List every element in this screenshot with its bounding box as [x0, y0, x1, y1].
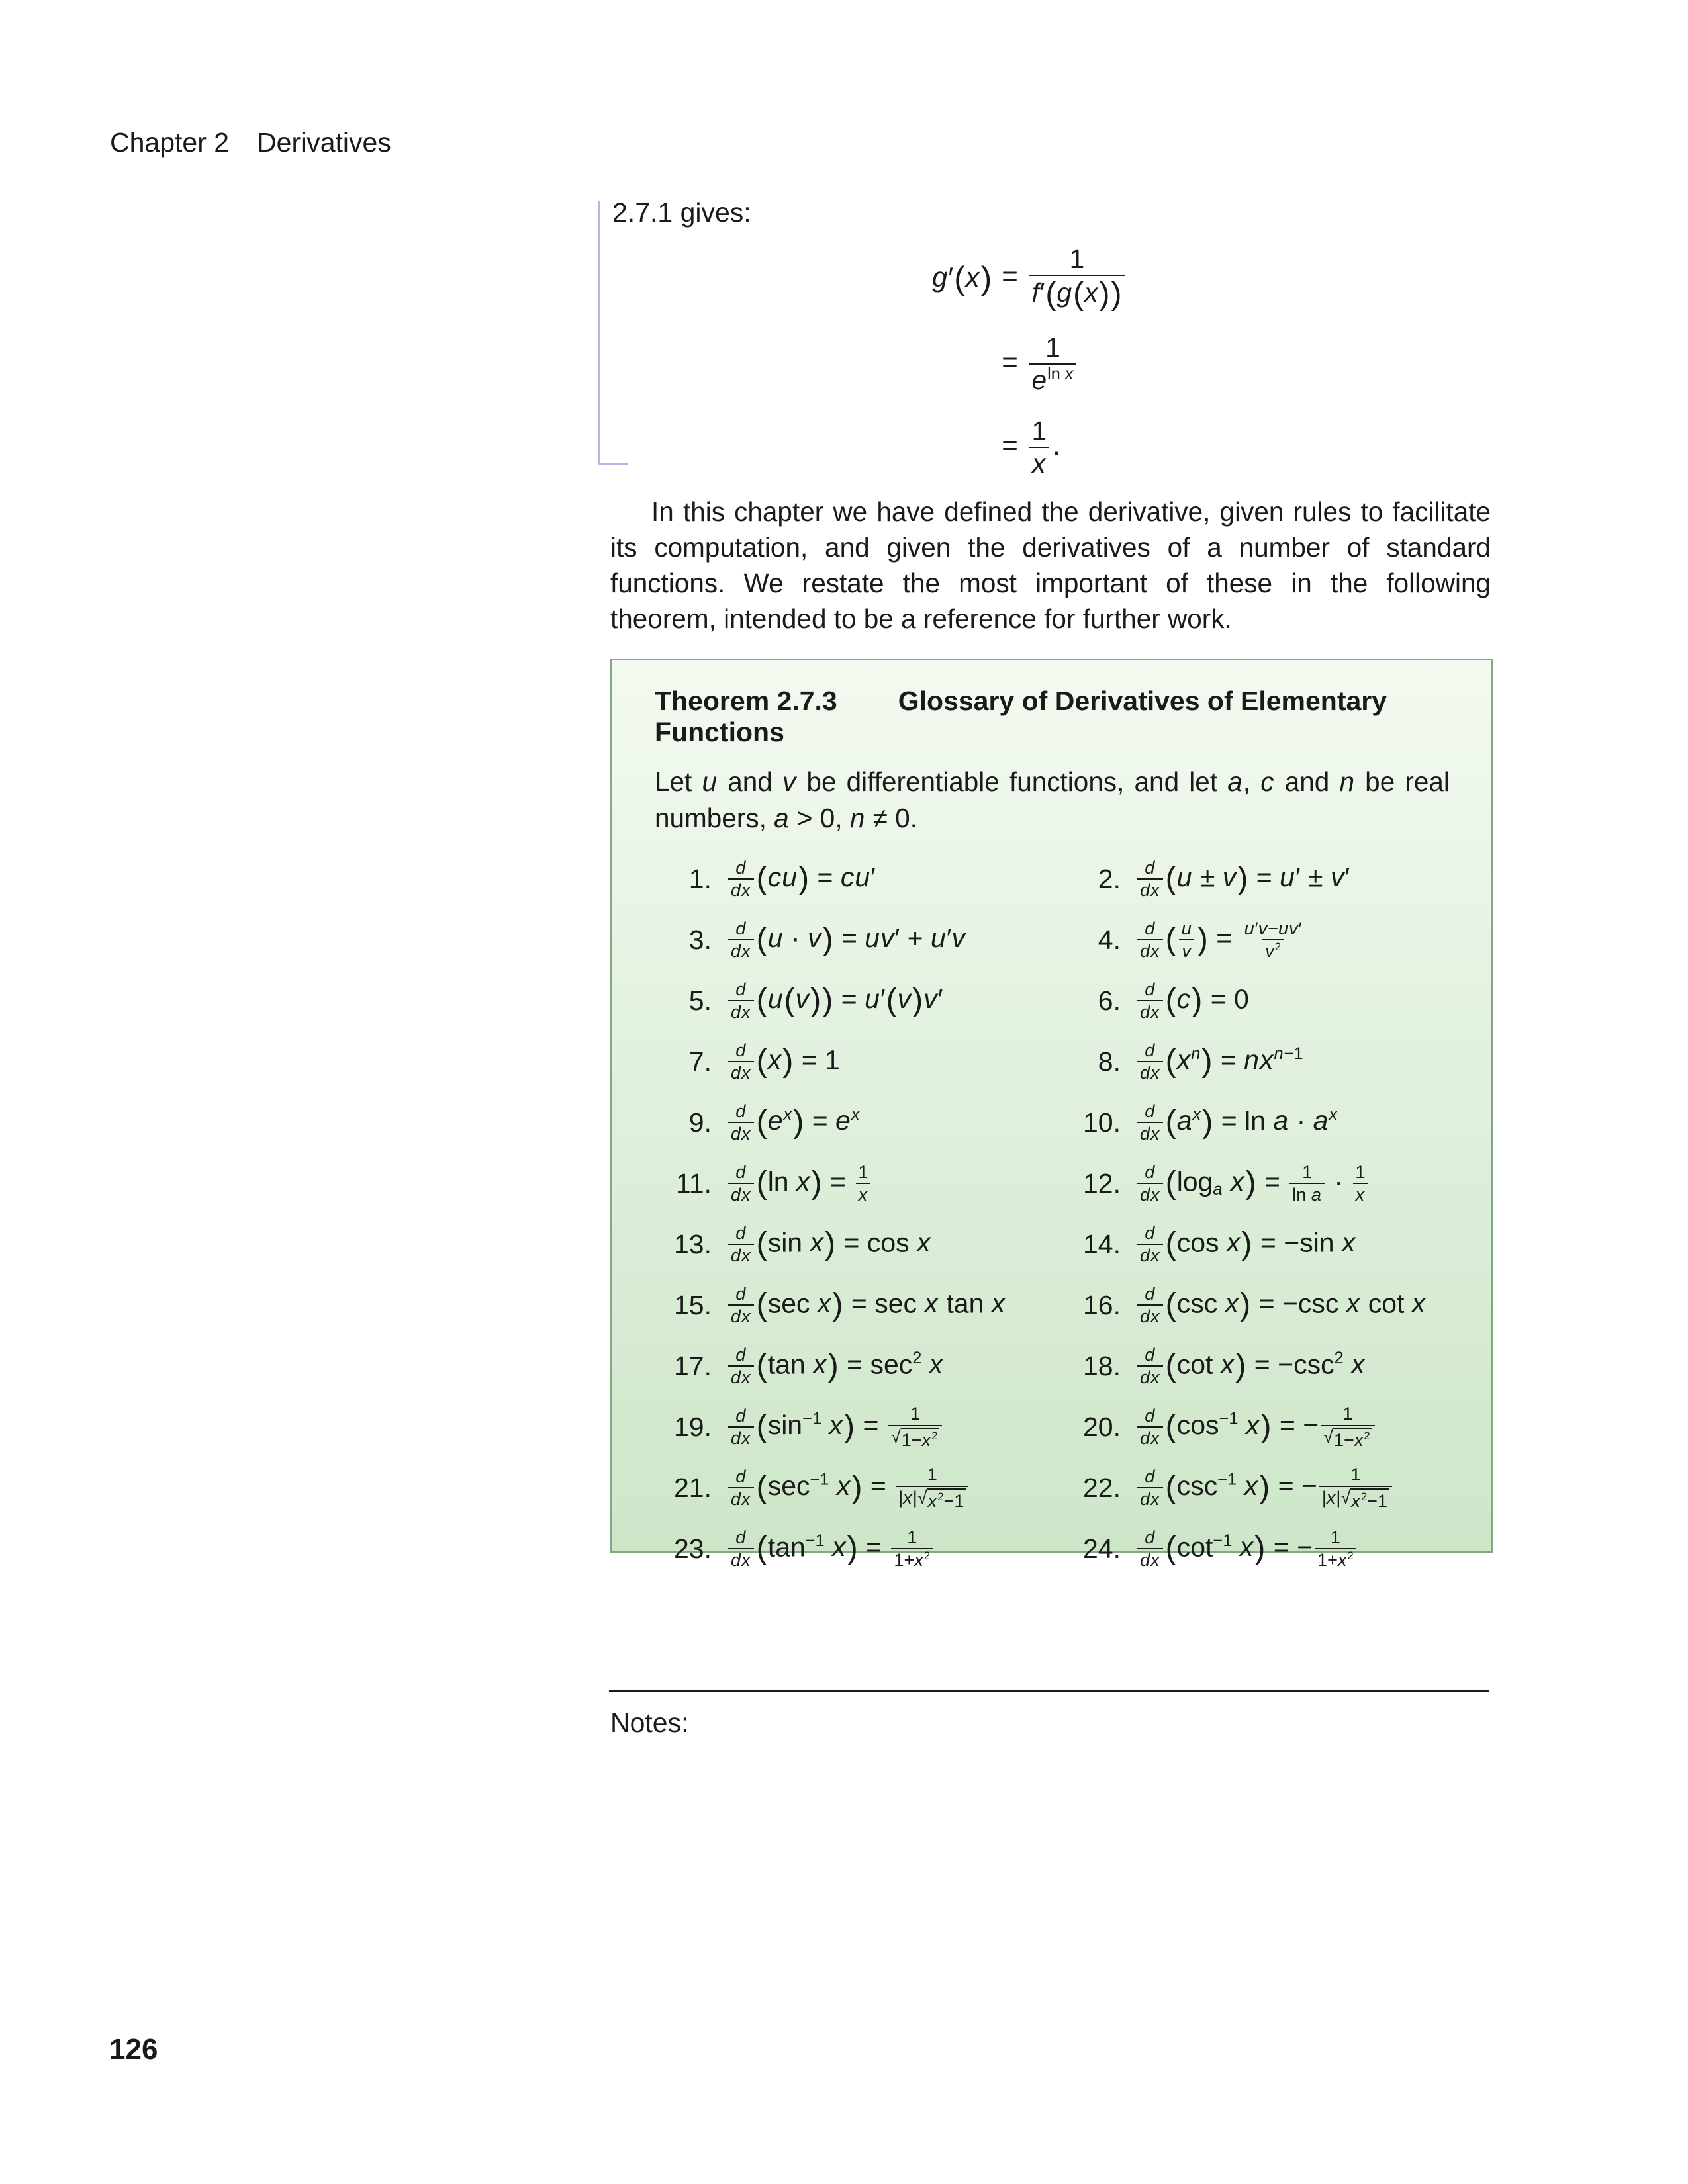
equation-rhs: = $\frac{1}{e^{ln x}}$	[1002, 332, 1128, 396]
formula-math: $\frac{d}{dx}$ $(a^x) = \ln a \cdot a^x$	[1135, 1101, 1338, 1145]
formula-item-9	[655, 1101, 1064, 1145]
formula-number: 9.	[688, 1107, 712, 1138]
formula-item-7	[655, 1040, 1064, 1084]
derivation-equations	[932, 244, 1129, 479]
notes-divider-rule	[609, 1690, 1489, 1692]
formula-math: $\frac{d}{dx}$ (sec x) = sec x tan x	[726, 1283, 1006, 1328]
formula-item-15	[655, 1283, 1064, 1328]
body-paragraph: In this chapter we have defined the derivative, given rules to facilitate its computation, and given the derivatives of a number of standard functions. We restate the most important of these in the following theorem, intended to be a reference for further work.	[610, 496, 1491, 634]
equation-rhs: = $\frac{1}{f'(g(x))}$	[1002, 244, 1128, 312]
formula-number: 24.	[1083, 1533, 1121, 1564]
notes-label: Notes:	[610, 1707, 689, 1738]
formula-math: $\frac{d}{dx}$ (c) = 0	[1135, 979, 1249, 1023]
formula-item-19	[655, 1403, 1064, 1451]
example-margin-rule-foot	[598, 463, 628, 465]
formula-number: 14.	[1083, 1228, 1121, 1259]
formula-item-2	[1064, 857, 1450, 901]
formula-math: $\frac{d}{dx}$ ( $\frac{u}{v}$ ) = $\frac{u'v-uv'}{v^2}$	[1135, 918, 1307, 962]
formula-number: 2.	[1098, 863, 1121, 894]
page-number: 126	[109, 2033, 158, 2066]
formula-math: $\frac{d}{dx}$ (csc x) = −csc x cot x	[1135, 1283, 1426, 1328]
formula-number: 7.	[688, 1046, 712, 1077]
formula-item-6	[1064, 979, 1450, 1023]
formula-math: $\frac{d}{dx}$ ($\tan^{-1}$ x) = $\frac{1}{1+x^2}$	[726, 1527, 935, 1571]
formula-item-22	[1064, 1464, 1450, 1512]
formula-item-24	[1064, 1527, 1450, 1571]
formula-item-17	[655, 1344, 1064, 1388]
formula-number: 15.	[674, 1289, 712, 1320]
formula-math: $\frac{d}{dx}$ (x) = 1	[726, 1040, 840, 1084]
formula-number: 23.	[674, 1533, 712, 1564]
formula-number: 17.	[674, 1350, 712, 1381]
formula-number: 3.	[688, 924, 712, 955]
formula-math: $\frac{d}{dx}$ ($\cos^{-1}$ x) = − 1 √ $1-x^2$	[1135, 1403, 1377, 1451]
chapter-title-label: Derivatives	[257, 127, 391, 158]
theorem-heading	[655, 686, 1450, 748]
theorem-title: Glossary of Derivatives of Elementary Functions	[655, 686, 1387, 747]
formula-number: 5.	[688, 985, 712, 1016]
formula-number: 12.	[1083, 1167, 1121, 1199]
formula-math: $\frac{d}{dx}$ (cot $x) = -\csc^2$ x	[1135, 1344, 1366, 1388]
formula-number: 18.	[1083, 1350, 1121, 1381]
formula-number: 10.	[1083, 1107, 1121, 1138]
formula-number: 16.	[1083, 1289, 1121, 1320]
formula-math: $\frac{d}{dx}$ (cos x) = −sin x	[1135, 1222, 1356, 1267]
formula-item-21	[655, 1464, 1064, 1512]
formula-math: $\frac{d}{dx}$ $(x^n) = nx^{n-1}$	[1135, 1040, 1303, 1084]
formula-math: $\frac{d}{dx}$ ($\csc^{-1}$ x) = − 1 |x| √ $x^2-1$	[1135, 1464, 1394, 1512]
theorem-box	[610, 659, 1493, 1570]
formula-item-16	[1064, 1283, 1450, 1328]
formula-math: $\frac{d}{dx}$ ($\cot^{-1}$ x) = − $\frac{1}{1+x^2}$	[1135, 1527, 1358, 1571]
formula-item-1	[655, 857, 1064, 901]
formula-number: 20.	[1083, 1411, 1121, 1442]
equation-rhs: = $\frac{1}{x}$ .	[1002, 415, 1060, 478]
formula-number: 11.	[676, 1167, 712, 1199]
formula-math: $\frac{d}{dx}$ (sin x) = cos x	[726, 1222, 931, 1267]
formula-number: 22.	[1083, 1472, 1121, 1503]
formula-item-13	[655, 1222, 1064, 1267]
formula-math: $\frac{d}{dx}$ (u(v)) = u′(v)v′	[726, 979, 943, 1023]
formula-math: $\frac{d}{dx}$ ($\sec^{-1}$ x) = 1 |x| √ $x^2-1$	[726, 1464, 970, 1512]
formula-math: $\frac{d}{dx}$ (cu) = cu′	[726, 857, 876, 901]
formula-number: 6.	[1098, 985, 1121, 1016]
chapter-number-label: Chapter 2	[110, 127, 230, 158]
theorem-label: Theorem 2.7.3	[655, 686, 837, 716]
running-header	[110, 127, 391, 158]
formula-number: 4.	[1098, 924, 1121, 955]
formula-math: $\frac{d}{dx}$ ($\sin^{-1}$ x) = 1 √ $1-x^2$	[726, 1403, 944, 1451]
formula-math: $\frac{d}{dx}$ (ln x) = $\frac{1}{x}$	[726, 1161, 872, 1206]
formula-math: $\frac{d}{dx}$ ($\log_a$ x) = $\frac{1}{\text{ln a}}$ · $\frac{1}{x}$	[1135, 1161, 1370, 1206]
formula-number: 21.	[674, 1472, 712, 1503]
formula-math: $\frac{d}{dx}$ (u · v) = uv′ + u′v	[726, 918, 966, 962]
derivative-formula-grid	[655, 848, 1450, 1579]
formula-item-12	[1064, 1161, 1450, 1206]
formula-item-10	[1064, 1101, 1450, 1145]
theorem-intro: Let u and v be differentiable functions, and let a, c and n be real numbers, a > 0, n ≠ 0.	[655, 766, 1450, 833]
example-intro-text: 2.7.1 gives:	[612, 197, 751, 228]
formula-math: $\frac{d}{dx}$ (u ± v) = u′ ± v′	[1135, 857, 1350, 901]
formula-math: $\frac{d}{dx}$ (tan $x) = \sec^2 x$	[726, 1344, 943, 1388]
formula-item-11	[655, 1161, 1064, 1206]
formula-item-8	[1064, 1040, 1450, 1084]
formula-math: $\frac{d}{dx}$ $(e^x) = e^x$	[726, 1101, 861, 1145]
formula-item-23	[655, 1527, 1064, 1571]
example-margin-rule	[598, 201, 600, 465]
formula-number: 8.	[1098, 1046, 1121, 1077]
formula-item-3	[655, 918, 1064, 962]
formula-number: 13.	[674, 1228, 712, 1259]
formula-item-20	[1064, 1403, 1450, 1451]
formula-item-18	[1064, 1344, 1450, 1388]
formula-item-4	[1064, 918, 1450, 962]
formula-item-5	[655, 979, 1064, 1023]
formula-number: 1.	[688, 863, 712, 894]
formula-number: 19.	[674, 1411, 712, 1442]
equation-lhs: g′(x)	[932, 259, 992, 297]
formula-item-14	[1064, 1222, 1450, 1267]
